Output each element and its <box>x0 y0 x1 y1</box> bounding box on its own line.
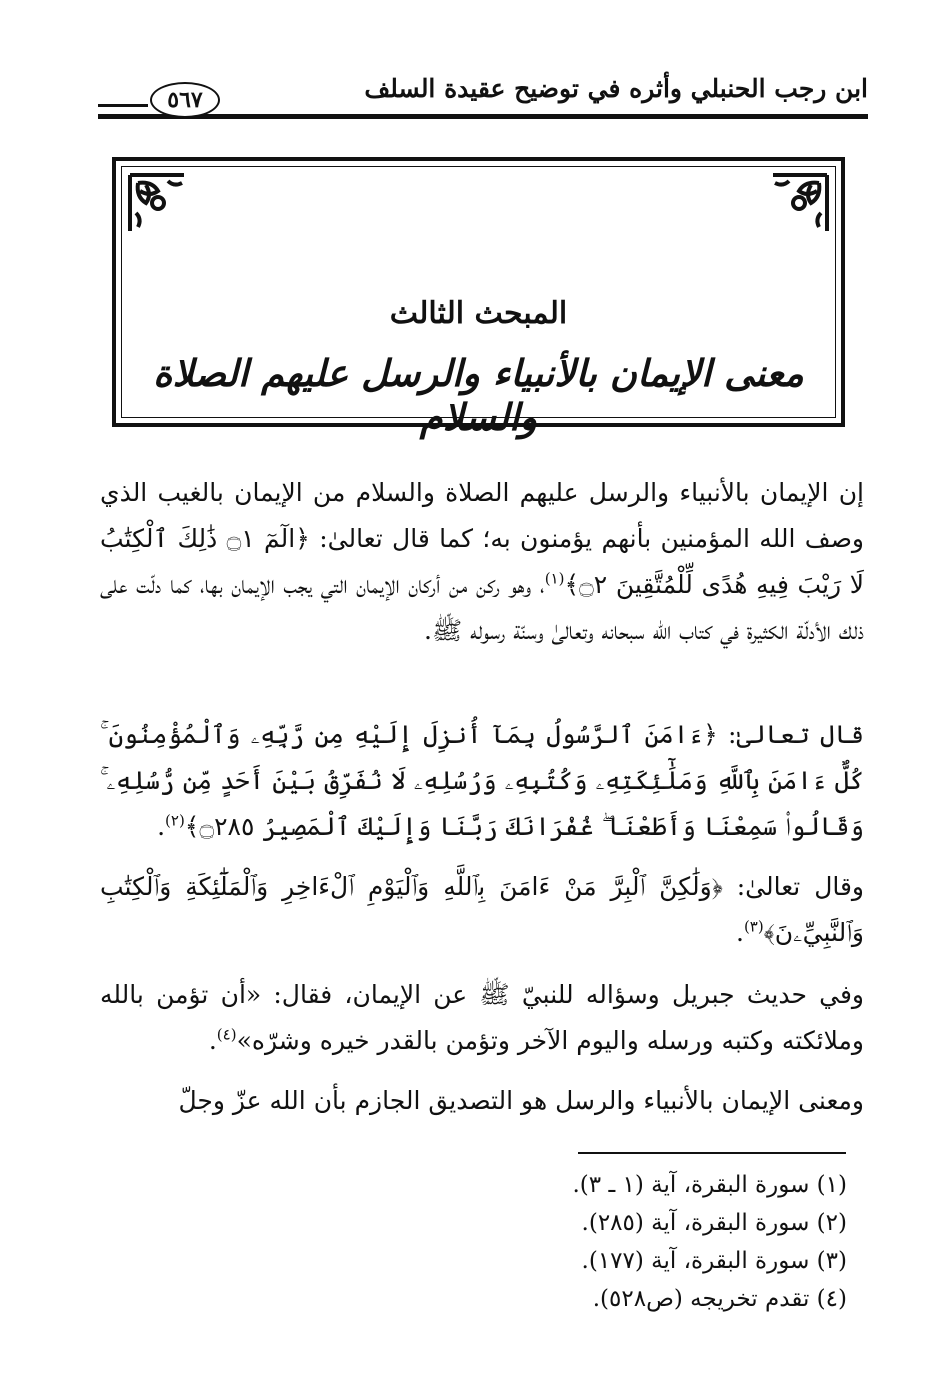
quran-verse: قال تعالىٰ: ﴿ءَامَنَ ٱلرَّسُولُ بِمَآ أُنزِلَ إِلَيْهِ مِن رَّبِّهِۦ وَٱلْمُؤْمِنُونَ ۚ كُلٌّ ءَامَنَ بِٱللَّهِ وَمَلَٰٓئِكَتِهِۦ وَكُتُبِهِۦ وَرُسُلِهِۦ لَا نُفَرِّقُ بَيْنَ أَحَدٍ مِّن رُّسُلِهِۦ ۚ وَقَالُوا۟ سَمِعْنَا وَأَطَعْنَا ۖ غُفْرَانَكَ رَبَّنَا وَإِلَيْكَ ٱلْمَصِيرُ ۝٢٨٥﴾ <box>100 720 864 841</box>
paragraph <box>100 712 864 850</box>
footnote: (٣) سورة البقرة، آية (١٧٧). <box>581 1248 847 1274</box>
chapter-title: معنى الإيمان بالأنبياء والرسل عليهم الصلاة والسلام <box>153 351 804 439</box>
footnote-rule <box>578 1152 846 1154</box>
footnote-ref: (١) <box>544 569 565 588</box>
running-title: ابن رجب الحنبلي وأثره في توضيح عقيدة السلف <box>364 74 868 103</box>
page-header <box>98 62 868 122</box>
paragraph <box>100 470 864 654</box>
paragraph <box>100 864 864 956</box>
paragraph <box>100 1078 864 1124</box>
paragraph-text: . <box>735 918 744 947</box>
footnote: (٤) تقدم تخريجه (ص٥٢٨). <box>592 1286 847 1312</box>
header-left-rule <box>98 104 148 107</box>
paragraph-text: ، وهو ركن من أركان الإيمان التي يجب الإيمان بها، كما دلّت على ذلك الأدلّة الكثيرة في كتاب الله سبحانه وتعالىٰ وسنّة رسوله ﷺ. <box>100 570 864 645</box>
footnote: (١) سورة البقرة، آية (١ ـ ٣). <box>572 1172 847 1198</box>
paragraph-text: . <box>208 1026 217 1055</box>
corner-ornament-icon <box>763 169 833 239</box>
footnotes <box>573 1166 848 1318</box>
page-number: ٥٦٧ <box>150 82 220 118</box>
hadith-text: وفي حديث جبريل وسؤاله للنبيّ ﷺ عن الإيمان، فقال: «أن تؤمن بالله وملائكته وكتبه ورسله واليوم الآخر وتؤمن بالقدر خيره وشرّه» <box>100 980 864 1055</box>
header-rule <box>98 114 868 119</box>
paragraph-text: ومعنى الإيمان بالأنبياء والرسل هو التصديق الجازم بأن الله عزّ وجلّ <box>178 1086 864 1115</box>
footnote-ref: (٢) <box>165 811 185 830</box>
paragraph <box>100 972 864 1064</box>
footnote-ref: (٣) <box>743 917 764 936</box>
paragraph-text: إن الإيمان بالأنبياء والرسل عليهم الصلاة والسلام من الإيمان بالغيب الذي وصف الله المؤمنين بأنهم يؤمنون به؛ كما قال تعالىٰ: ﴿الٓمٓ ۝١ ذَٰلِكَ ٱلْكِتَٰبُ لَا رَيْبَ فِيهِ هُدًى لِّلْمُتَّقِينَ ۝٢﴾ <box>100 478 864 599</box>
chapter-heading-box <box>112 157 845 439</box>
corner-ornament-icon <box>124 169 194 239</box>
paragraph-text: . <box>157 812 166 841</box>
footnote: (٢) سورة البقرة، آية (٢٨٥). <box>581 1210 847 1236</box>
quran-verse: وقال تعالىٰ: ﴿وَلَٰكِنَّ ٱلْبِرَّ مَنْ ءَامَنَ بِٱللَّهِ وَٱلْيَوْمِ ٱلْءَاخِرِ وَٱلْمَلَٰٓئِكَةِ وَٱلْكِتَٰبِ وَٱلنَّبِيِّۦنَ﴾ <box>100 872 864 947</box>
footnote-ref: (٤) <box>216 1025 237 1044</box>
chapter-label: المبحث الثالث <box>389 296 568 331</box>
